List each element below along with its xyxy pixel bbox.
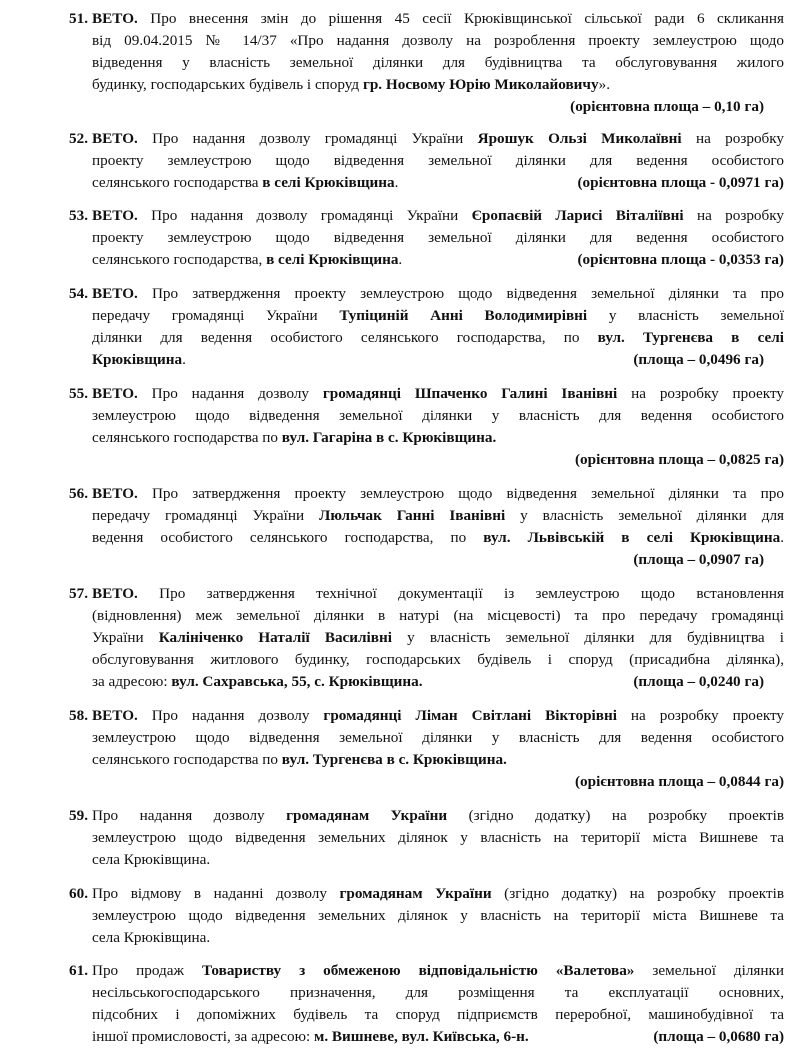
area-note: (площа – 0,0240 га)	[633, 673, 764, 690]
veto-label: ВЕТО.	[92, 585, 138, 602]
area-note: (орієнтовна площа – 0,0844 га)	[574, 773, 784, 790]
area-note: (орієнтовна площа - 0,0353 га)	[577, 251, 784, 268]
item-number: 57.	[69, 585, 88, 602]
item-number: 55.	[69, 385, 88, 402]
area-note: (орієнтовна площа – 0,10 га)	[570, 98, 764, 115]
item-number: 54.	[69, 285, 88, 302]
area-note: (площа – 0,0680 га)	[653, 1028, 784, 1045]
item-number: 60.	[69, 885, 88, 902]
person-name: громадянці Ліман Світлані Вікторівні	[323, 707, 617, 724]
item-number: 53.	[69, 207, 88, 224]
person-name: Тупіциній Анні Володимирівні	[339, 307, 588, 324]
item-number: 56.	[69, 485, 88, 502]
person-name: Єропаєвій Ларисі Віталіївні	[471, 207, 684, 224]
veto-label: ВЕТО.	[92, 385, 138, 402]
company-name: Товариству з обмеженою відповідальністю «Валетова»	[201, 962, 635, 979]
item-number: 61.	[69, 962, 88, 979]
area-note: (орієнтовна площа - 0,0971 га)	[577, 174, 784, 191]
veto-label: ВЕТО.	[92, 707, 138, 724]
person-name: громадянці Шпаченко Галині Іванівні	[322, 385, 618, 402]
veto-label: ВЕТО.	[92, 285, 138, 302]
area-note: (площа – 0,0496 га)	[633, 351, 764, 368]
person-name: Ярошук Ользі Миколаївні	[477, 130, 682, 147]
person-name: Калініченко Наталії Василівні	[158, 629, 392, 646]
person-name: Люльчак Ганні Іванівні	[319, 507, 506, 524]
veto-label: ВЕТО.	[92, 10, 138, 27]
item-number: 52.	[69, 130, 88, 147]
veto-label: ВЕТО.	[92, 485, 138, 502]
item-number: 59.	[69, 807, 88, 824]
area-note: (площа – 0,0907 га)	[633, 551, 764, 568]
item-number: 58.	[69, 707, 88, 724]
veto-label: ВЕТО.	[92, 130, 138, 147]
veto-label: ВЕТО.	[92, 207, 138, 224]
document-page: 51. ВЕТО. Про внесення змін до рішення 45 сесії Крюківщинської сільської ради 6 скликання від 09.04.2015 № 14/37 «Про надання дозволу на розроблення проекту землеустрою щодо відведення у власність земельної ділянки для будівництва та обслуговування жилого будинку, господарських будівель і споруд гр. Носвому Юрію Миколайовичу». (орієнтовна площа – 0,10 га) 52. ВЕТО. Про надання дозволу громадянці України Ярошук Ользі Миколаївні на розробку проекту землеустрою щодо відведення земельної ділянки для ведення особистого селянського господарства в селі Крюківщина. (орієнтовна площа - 0,0971 га) 53. ВЕТО. Про надання дозволу громадянці України Єропаєвій Ларисі Віталіївні на розробку проекту землеустрою щодо відведення земельної ділянки для ведення особистого селянського господарства, в селі Крюківщина. (орієнтовна площа - 0,0353 га) 54. ВЕТО. Про затвердження проекту землеустрою щодо відведення земельної ділянки та про передачу громадянці України Тупіциній Анні Володимирівні у власність земельної ділянки для ведення особистого селянського господарства, по вул. Тургенєва в селі Крюківщина. (площа – 0,0496 га) 55. ВЕТО. Про надання дозволу громадянці Шпаченко Галині Іванівні на розробку проекту землеустрою щодо відведення земельної ділянки у власність для ведення особистого селянського господарства по вул. Гагаріна в с. Крюківщина. (орієнтовна площа – 0,0825 га) 56. ВЕТО. Про затвердження проекту землеустрою щодо відведення земельної ділянки та про передачу громадянці України Люльчак Ганні Іванівні у власність земельної ділянки для ведення особистого селянського господарства, по вул. Львівській в селі Крюківщина. (площа – 0,0907 га) 57. ВЕТО. Про затвердження технічної документації із землеустрою щодо встановлення (відновлення) меж земельної ділянки в натурі (на місцевості) та про передачу громадянці України Калініченко Наталії Василівні у власність земельної ділянки для будівництва і обслуговування житлового будинку, господарських будівель і споруд (присадибна ділянка), за адресою: вул. Сахравська, 55, с. Крюківщина. (площа – 0,0240 га) 58. ВЕТО. Про надання дозволу громадянці Ліман Світлані Вікторівні на розробку проекту землеустрою щодо відведення земельної ділянки у власність для ведення особистого селянського господарства по вул. Тургенєва в с. Крюківщина. (орієнтовна площа – 0,0844 га) 59. Про надання дозволу громадянам України (згідно додатку) на розробку проектів землеустрою щодо відведення земельних ділянок у власність на території міста Вишневе та села Крюківщина. 60. Про відмову в наданні дозволу громадянам України (згідно додатку) на розробку проектів землеустрою щодо відведення земельних ділянок у власність на території міста Вишневе та села Крюківщина. 61. Про продаж Товариству з обмеженою відповідальністю «Валетова» земельної ділянки несільськогосподарського призначення, для розміщення та експлуатації основних, підсобних і допоміжних будівель та споруд підприємств переробної, машинобудівної та іншої промисловості, за адресою: м. Вишневе, вул. Київська, 6-н. (площа – 0,0680 га)	[0, 0, 800, 1063]
item-number: 51.	[69, 10, 88, 27]
person-name: гр. Носвому Юрію Миколайовичу	[362, 76, 599, 93]
area-note: (орієнтовна площа – 0,0825 га)	[574, 451, 784, 468]
